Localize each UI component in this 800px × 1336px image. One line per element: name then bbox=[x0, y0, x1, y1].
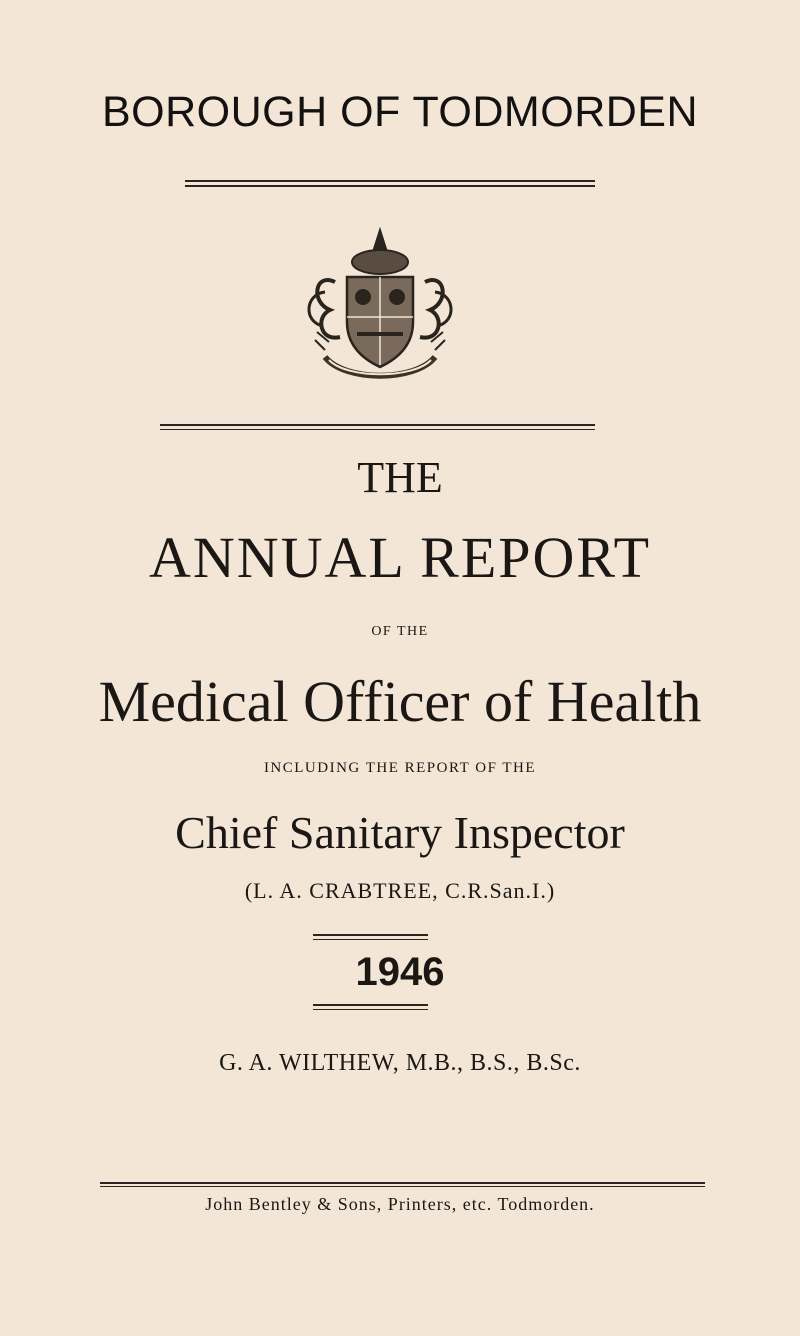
borough-title: BOROUGH OF TODMORDEN bbox=[101, 88, 699, 136]
borough-coat-of-arms-icon bbox=[295, 222, 465, 392]
printer-credit: John Bentley & Sons, Printers, etc. Todmorden. bbox=[205, 1194, 595, 1214]
report-including: INCLUDING THE REPORT OF THE bbox=[263, 760, 537, 776]
report-title: ANNUAL REPORT bbox=[148, 525, 652, 590]
inspector-name: (L. A. CRABTREE, C.R.San.I.) bbox=[244, 878, 556, 903]
year-bottom-rule bbox=[313, 1004, 428, 1010]
year-top-rule bbox=[313, 934, 428, 940]
footer-rule bbox=[100, 1182, 705, 1187]
report-inspector: Chief Sanitary Inspector bbox=[175, 807, 625, 858]
report-year: 1946 bbox=[355, 950, 445, 994]
report-of-the: OF THE bbox=[371, 624, 429, 639]
report-author: G. A. WILTHEW, M.B., B.S., B.Sc. bbox=[219, 1050, 581, 1076]
report-officer: Medical Officer of Health bbox=[98, 669, 702, 734]
crest-bottom-rule bbox=[160, 424, 595, 430]
top-double-rule bbox=[185, 180, 595, 187]
report-the: THE bbox=[357, 453, 443, 502]
